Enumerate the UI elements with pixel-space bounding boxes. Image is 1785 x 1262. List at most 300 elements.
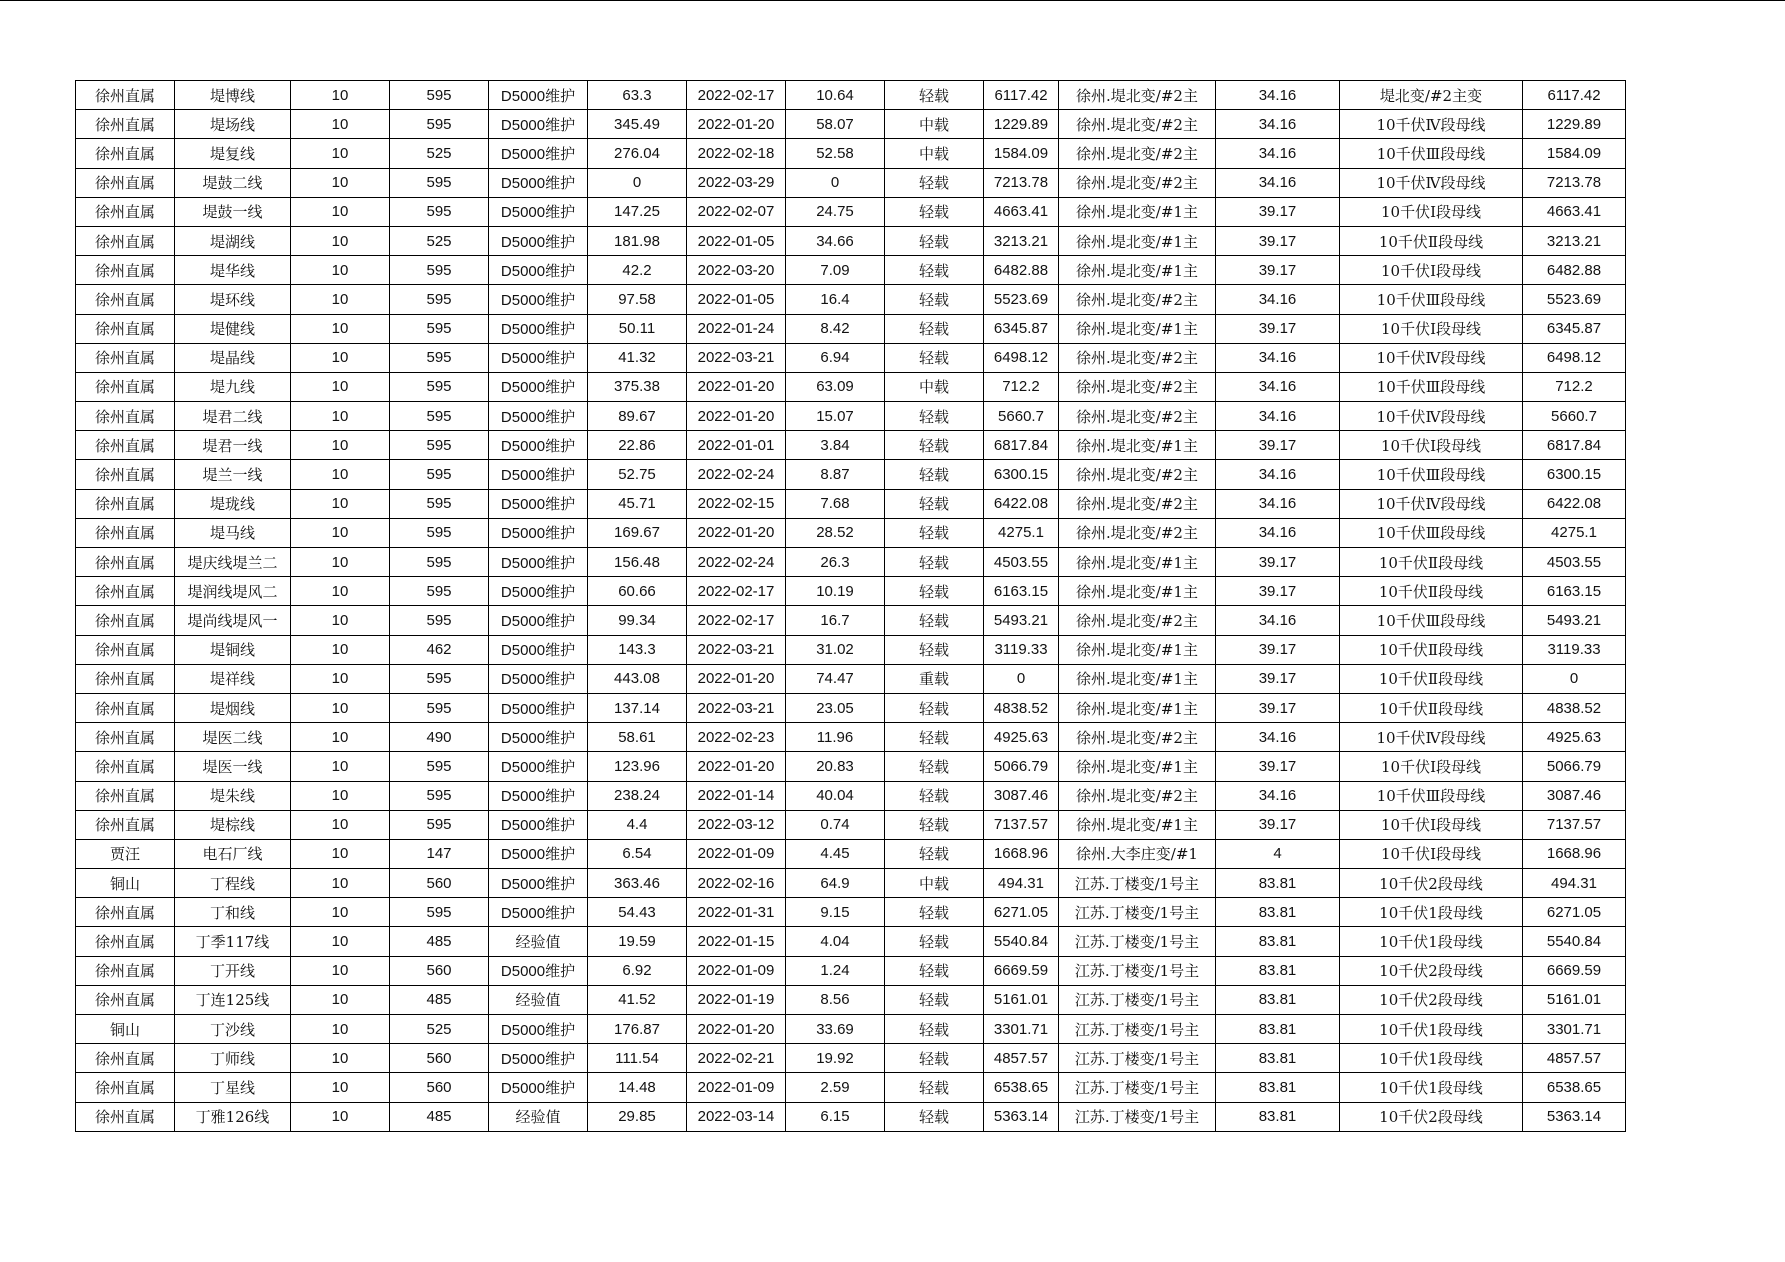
cell-line-name: 堤场线 <box>175 110 291 139</box>
cell-transformer: 徐州.堤北变/#1主 <box>1059 664 1216 693</box>
cell-busbar: 10千伏Ⅱ段母线 <box>1340 226 1523 255</box>
feeder-load-table <box>75 80 1626 1132</box>
cell-line-name: 堤医一线 <box>175 752 291 781</box>
cell-transformer-load-rate: 34.16 <box>1216 372 1340 401</box>
cell-line-name: 堤尚线堤风一 <box>175 606 291 635</box>
cell-capacity: 5540.84 <box>984 927 1059 956</box>
cell-busbar: 10千伏2段母线 <box>1340 1102 1523 1131</box>
cell-voltage: 10 <box>291 285 390 314</box>
cell-voltage: 10 <box>291 1044 390 1073</box>
cell-transformer: 江苏.丁楼变/1号主 <box>1059 869 1216 898</box>
cell-transformer: 徐州.堤北变/#2主 <box>1059 402 1216 431</box>
cell-margin: 6300.15 <box>1523 460 1626 489</box>
cell-rated-current: 525 <box>390 226 489 255</box>
cell-load-rate: 63.09 <box>786 372 885 401</box>
cell-capacity: 4925.63 <box>984 723 1059 752</box>
cell-voltage: 10 <box>291 314 390 343</box>
cell-current: 45.71 <box>588 489 687 518</box>
cell-load-status: 轻载 <box>885 810 984 839</box>
cell-line-name: 堤马线 <box>175 518 291 547</box>
cell-capacity: 4838.52 <box>984 693 1059 722</box>
cell-voltage: 10 <box>291 606 390 635</box>
cell-data-source: D5000维护 <box>489 548 588 577</box>
cell-company: 徐州直属 <box>76 693 175 722</box>
cell-rated-current: 595 <box>390 256 489 285</box>
cell-line-name: 丁师线 <box>175 1044 291 1073</box>
cell-load-rate: 9.15 <box>786 898 885 927</box>
cell-line-name: 丁和线 <box>175 898 291 927</box>
cell-rated-current: 560 <box>390 869 489 898</box>
cell-load-rate: 20.83 <box>786 752 885 781</box>
cell-company: 徐州直属 <box>76 460 175 489</box>
cell-transformer-load-rate: 34.16 <box>1216 81 1340 110</box>
cell-company: 徐州直属 <box>76 985 175 1014</box>
cell-date: 2022-01-15 <box>687 927 786 956</box>
cell-data-source: D5000维护 <box>489 606 588 635</box>
cell-transformer: 徐州.大李庄变/#1 <box>1059 839 1216 868</box>
cell-load-rate: 0 <box>786 168 885 197</box>
cell-data-source: D5000维护 <box>489 898 588 927</box>
cell-voltage: 10 <box>291 752 390 781</box>
cell-date: 2022-02-24 <box>687 460 786 489</box>
cell-busbar: 10千伏Ⅲ段母线 <box>1340 781 1523 810</box>
cell-capacity: 6422.08 <box>984 489 1059 518</box>
cell-company: 徐州直属 <box>76 1073 175 1102</box>
cell-busbar: 10千伏Ⅱ段母线 <box>1340 548 1523 577</box>
cell-capacity: 494.31 <box>984 869 1059 898</box>
cell-transformer: 江苏.丁楼变/1号主 <box>1059 898 1216 927</box>
cell-margin: 6538.65 <box>1523 1073 1626 1102</box>
cell-load-status: 轻载 <box>885 1102 984 1131</box>
cell-current: 63.3 <box>588 81 687 110</box>
cell-transformer: 江苏.丁楼变/1号主 <box>1059 927 1216 956</box>
cell-load-status: 中载 <box>885 869 984 898</box>
cell-date: 2022-03-21 <box>687 343 786 372</box>
cell-load-status: 轻载 <box>885 81 984 110</box>
cell-line-name: 堤朱线 <box>175 781 291 810</box>
table-row <box>76 548 1626 577</box>
cell-date: 2022-03-29 <box>687 168 786 197</box>
cell-line-name: 丁程线 <box>175 869 291 898</box>
cell-line-name: 堤君一线 <box>175 431 291 460</box>
cell-company: 徐州直属 <box>76 197 175 226</box>
cell-rated-current: 595 <box>390 781 489 810</box>
cell-load-rate: 34.66 <box>786 226 885 255</box>
cell-transformer: 徐州.堤北变/#1主 <box>1059 693 1216 722</box>
table-row <box>76 1102 1626 1131</box>
table-row <box>76 635 1626 664</box>
cell-transformer: 江苏.丁楼变/1号主 <box>1059 1044 1216 1073</box>
cell-busbar: 10千伏Ⅰ段母线 <box>1340 810 1523 839</box>
cell-transformer-load-rate: 39.17 <box>1216 577 1340 606</box>
cell-current: 50.11 <box>588 314 687 343</box>
cell-load-status: 轻载 <box>885 285 984 314</box>
cell-capacity: 6117.42 <box>984 81 1059 110</box>
cell-voltage: 10 <box>291 402 390 431</box>
cell-data-source: D5000维护 <box>489 839 588 868</box>
cell-data-source: D5000维护 <box>489 372 588 401</box>
cell-line-name: 堤铜线 <box>175 635 291 664</box>
cell-capacity: 6498.12 <box>984 343 1059 372</box>
cell-margin: 5363.14 <box>1523 1102 1626 1131</box>
table-row <box>76 927 1626 956</box>
cell-capacity: 5161.01 <box>984 985 1059 1014</box>
cell-company: 徐州直属 <box>76 577 175 606</box>
cell-date: 2022-01-20 <box>687 518 786 547</box>
cell-date: 2022-02-17 <box>687 606 786 635</box>
cell-date: 2022-03-20 <box>687 256 786 285</box>
cell-load-status: 轻载 <box>885 839 984 868</box>
cell-capacity: 1584.09 <box>984 139 1059 168</box>
cell-load-rate: 26.3 <box>786 548 885 577</box>
cell-load-status: 轻载 <box>885 489 984 518</box>
table-row <box>76 168 1626 197</box>
cell-line-name: 丁沙线 <box>175 1015 291 1044</box>
cell-company: 徐州直属 <box>76 314 175 343</box>
cell-capacity: 6482.88 <box>984 256 1059 285</box>
cell-date: 2022-01-20 <box>687 1015 786 1044</box>
cell-data-source: D5000维护 <box>489 810 588 839</box>
table-row <box>76 781 1626 810</box>
cell-current: 156.48 <box>588 548 687 577</box>
cell-company: 徐州直属 <box>76 1044 175 1073</box>
cell-transformer-load-rate: 34.16 <box>1216 489 1340 518</box>
cell-capacity: 6817.84 <box>984 431 1059 460</box>
cell-margin: 1668.96 <box>1523 839 1626 868</box>
cell-transformer: 徐州.堤北变/#1主 <box>1059 226 1216 255</box>
cell-line-name: 堤祥线 <box>175 664 291 693</box>
table-row <box>76 693 1626 722</box>
cell-busbar: 10千伏Ⅲ段母线 <box>1340 372 1523 401</box>
cell-capacity: 7137.57 <box>984 810 1059 839</box>
cell-current: 54.43 <box>588 898 687 927</box>
cell-busbar: 10千伏Ⅳ段母线 <box>1340 489 1523 518</box>
cell-rated-current: 595 <box>390 810 489 839</box>
cell-transformer-load-rate: 34.16 <box>1216 285 1340 314</box>
cell-busbar: 10千伏2段母线 <box>1340 956 1523 985</box>
cell-busbar: 10千伏1段母线 <box>1340 1015 1523 1044</box>
cell-busbar: 10千伏2段母线 <box>1340 985 1523 1014</box>
cell-current: 14.48 <box>588 1073 687 1102</box>
cell-data-source: D5000维护 <box>489 256 588 285</box>
cell-load-status: 轻载 <box>885 548 984 577</box>
cell-load-rate: 8.87 <box>786 460 885 489</box>
cell-transformer-load-rate: 39.17 <box>1216 431 1340 460</box>
cell-current: 42.2 <box>588 256 687 285</box>
cell-load-rate: 40.04 <box>786 781 885 810</box>
cell-margin: 6345.87 <box>1523 314 1626 343</box>
cell-transformer-load-rate: 34.16 <box>1216 343 1340 372</box>
cell-load-rate: 74.47 <box>786 664 885 693</box>
cell-voltage: 10 <box>291 664 390 693</box>
cell-load-rate: 1.24 <box>786 956 885 985</box>
cell-line-name: 堤珑线 <box>175 489 291 518</box>
cell-busbar: 10千伏Ⅰ段母线 <box>1340 839 1523 868</box>
cell-voltage: 10 <box>291 489 390 518</box>
cell-data-source: 经验值 <box>489 927 588 956</box>
cell-transformer-load-rate: 39.17 <box>1216 693 1340 722</box>
cell-data-source: 经验值 <box>489 985 588 1014</box>
table-row <box>76 431 1626 460</box>
cell-margin: 1584.09 <box>1523 139 1626 168</box>
cell-busbar: 10千伏Ⅳ段母线 <box>1340 110 1523 139</box>
cell-company: 徐州直属 <box>76 343 175 372</box>
cell-capacity: 6271.05 <box>984 898 1059 927</box>
cell-current: 41.32 <box>588 343 687 372</box>
cell-line-name: 丁开线 <box>175 956 291 985</box>
cell-current: 443.08 <box>588 664 687 693</box>
table-row <box>76 664 1626 693</box>
cell-margin: 5066.79 <box>1523 752 1626 781</box>
cell-load-status: 轻载 <box>885 956 984 985</box>
cell-transformer: 江苏.丁楼变/1号主 <box>1059 1102 1216 1131</box>
cell-margin: 6422.08 <box>1523 489 1626 518</box>
cell-transformer-load-rate: 34.16 <box>1216 518 1340 547</box>
cell-voltage: 10 <box>291 1073 390 1102</box>
cell-voltage: 10 <box>291 839 390 868</box>
cell-load-status: 轻载 <box>885 898 984 927</box>
cell-load-status: 轻载 <box>885 226 984 255</box>
cell-date: 2022-01-19 <box>687 985 786 1014</box>
cell-busbar: 10千伏Ⅳ段母线 <box>1340 723 1523 752</box>
cell-busbar: 10千伏Ⅲ段母线 <box>1340 460 1523 489</box>
cell-date: 2022-01-20 <box>687 110 786 139</box>
cell-data-source: D5000维护 <box>489 664 588 693</box>
cell-line-name: 电石厂线 <box>175 839 291 868</box>
cell-line-name: 堤湖线 <box>175 226 291 255</box>
cell-company: 徐州直属 <box>76 635 175 664</box>
cell-rated-current: 560 <box>390 1073 489 1102</box>
cell-transformer-load-rate: 34.16 <box>1216 168 1340 197</box>
cell-data-source: D5000维护 <box>489 285 588 314</box>
cell-margin: 3119.33 <box>1523 635 1626 664</box>
cell-load-status: 轻载 <box>885 985 984 1014</box>
cell-voltage: 10 <box>291 869 390 898</box>
cell-capacity: 6163.15 <box>984 577 1059 606</box>
cell-current: 6.54 <box>588 839 687 868</box>
cell-company: 铜山 <box>76 869 175 898</box>
table-row <box>76 898 1626 927</box>
cell-transformer: 徐州.堤北变/#2主 <box>1059 372 1216 401</box>
cell-busbar: 10千伏Ⅲ段母线 <box>1340 606 1523 635</box>
cell-transformer-load-rate: 34.16 <box>1216 460 1340 489</box>
table-row <box>76 1044 1626 1073</box>
cell-rated-current: 560 <box>390 956 489 985</box>
cell-load-status: 轻载 <box>885 606 984 635</box>
cell-load-status: 轻载 <box>885 577 984 606</box>
cell-transformer-load-rate: 83.81 <box>1216 1073 1340 1102</box>
cell-current: 375.38 <box>588 372 687 401</box>
cell-company: 徐州直属 <box>76 898 175 927</box>
cell-load-status: 轻载 <box>885 431 984 460</box>
cell-data-source: D5000维护 <box>489 197 588 226</box>
cell-company: 徐州直属 <box>76 1102 175 1131</box>
table-row <box>76 110 1626 139</box>
cell-transformer-load-rate: 83.81 <box>1216 1102 1340 1131</box>
cell-load-status: 轻载 <box>885 635 984 664</box>
cell-current: 99.34 <box>588 606 687 635</box>
cell-load-rate: 19.92 <box>786 1044 885 1073</box>
cell-voltage: 10 <box>291 343 390 372</box>
cell-load-rate: 8.42 <box>786 314 885 343</box>
cell-voltage: 10 <box>291 460 390 489</box>
cell-date: 2022-01-09 <box>687 839 786 868</box>
table-row <box>76 226 1626 255</box>
cell-transformer-load-rate: 39.17 <box>1216 664 1340 693</box>
cell-voltage: 10 <box>291 197 390 226</box>
cell-transformer-load-rate: 83.81 <box>1216 898 1340 927</box>
cell-busbar: 10千伏Ⅲ段母线 <box>1340 139 1523 168</box>
cell-data-source: D5000维护 <box>489 168 588 197</box>
cell-voltage: 10 <box>291 577 390 606</box>
cell-load-rate: 28.52 <box>786 518 885 547</box>
cell-current: 6.92 <box>588 956 687 985</box>
cell-load-rate: 6.15 <box>786 1102 885 1131</box>
cell-line-name: 堤鼓一线 <box>175 197 291 226</box>
cell-load-rate: 4.45 <box>786 839 885 868</box>
cell-current: 60.66 <box>588 577 687 606</box>
cell-capacity: 4275.1 <box>984 518 1059 547</box>
cell-load-rate: 10.19 <box>786 577 885 606</box>
cell-margin: 5161.01 <box>1523 985 1626 1014</box>
table-row <box>76 139 1626 168</box>
cell-load-rate: 31.02 <box>786 635 885 664</box>
cell-margin: 6498.12 <box>1523 343 1626 372</box>
table-body <box>76 81 1626 1132</box>
cell-transformer-load-rate: 83.81 <box>1216 869 1340 898</box>
table-row <box>76 402 1626 431</box>
cell-busbar: 10千伏1段母线 <box>1340 1073 1523 1102</box>
cell-transformer: 徐州.堤北变/#2主 <box>1059 285 1216 314</box>
table-row <box>76 256 1626 285</box>
cell-voltage: 10 <box>291 139 390 168</box>
table-row <box>76 460 1626 489</box>
cell-voltage: 10 <box>291 110 390 139</box>
cell-data-source: D5000维护 <box>489 1015 588 1044</box>
cell-load-status: 轻载 <box>885 1044 984 1073</box>
cell-date: 2022-03-21 <box>687 635 786 664</box>
cell-rated-current: 525 <box>390 1015 489 1044</box>
cell-company: 徐州直属 <box>76 256 175 285</box>
cell-load-rate: 11.96 <box>786 723 885 752</box>
cell-data-source: 经验值 <box>489 1102 588 1131</box>
cell-company: 徐州直属 <box>76 489 175 518</box>
cell-voltage: 10 <box>291 431 390 460</box>
table-row <box>76 956 1626 985</box>
cell-data-source: D5000维护 <box>489 139 588 168</box>
cell-load-status: 重载 <box>885 664 984 693</box>
cell-line-name: 堤博线 <box>175 81 291 110</box>
cell-line-name: 堤医二线 <box>175 723 291 752</box>
cell-rated-current: 595 <box>390 518 489 547</box>
cell-margin: 494.31 <box>1523 869 1626 898</box>
cell-transformer-load-rate: 4 <box>1216 839 1340 868</box>
cell-voltage: 10 <box>291 781 390 810</box>
cell-company: 徐州直属 <box>76 723 175 752</box>
cell-margin: 4838.52 <box>1523 693 1626 722</box>
cell-company: 徐州直属 <box>76 372 175 401</box>
table-row <box>76 810 1626 839</box>
cell-load-status: 轻载 <box>885 781 984 810</box>
table-row <box>76 285 1626 314</box>
cell-load-status: 轻载 <box>885 927 984 956</box>
cell-transformer: 徐州.堤北变/#1主 <box>1059 256 1216 285</box>
cell-transformer: 徐州.堤北变/#2主 <box>1059 343 1216 372</box>
cell-margin: 6271.05 <box>1523 898 1626 927</box>
cell-voltage: 10 <box>291 927 390 956</box>
table-row <box>76 869 1626 898</box>
cell-capacity: 6300.15 <box>984 460 1059 489</box>
cell-date: 2022-01-31 <box>687 898 786 927</box>
cell-transformer-load-rate: 34.16 <box>1216 139 1340 168</box>
cell-transformer: 徐州.堤北变/#1主 <box>1059 197 1216 226</box>
cell-current: 4.4 <box>588 810 687 839</box>
cell-load-rate: 6.94 <box>786 343 885 372</box>
cell-current: 143.3 <box>588 635 687 664</box>
cell-load-rate: 52.58 <box>786 139 885 168</box>
cell-capacity: 3119.33 <box>984 635 1059 664</box>
cell-transformer-load-rate: 83.81 <box>1216 1015 1340 1044</box>
cell-busbar: 10千伏Ⅰ段母线 <box>1340 314 1523 343</box>
cell-transformer-load-rate: 39.17 <box>1216 226 1340 255</box>
cell-load-rate: 64.9 <box>786 869 885 898</box>
cell-date: 2022-02-24 <box>687 548 786 577</box>
cell-data-source: D5000维护 <box>489 752 588 781</box>
cell-rated-current: 147 <box>390 839 489 868</box>
cell-voltage: 10 <box>291 548 390 577</box>
cell-company: 徐州直属 <box>76 956 175 985</box>
cell-rated-current: 595 <box>390 548 489 577</box>
cell-transformer: 徐州.堤北变/#2主 <box>1059 518 1216 547</box>
cell-load-status: 轻载 <box>885 693 984 722</box>
cell-load-rate: 4.04 <box>786 927 885 956</box>
cell-current: 176.87 <box>588 1015 687 1044</box>
cell-margin: 3301.71 <box>1523 1015 1626 1044</box>
cell-rated-current: 485 <box>390 1102 489 1131</box>
cell-load-rate: 2.59 <box>786 1073 885 1102</box>
cell-data-source: D5000维护 <box>489 489 588 518</box>
cell-date: 2022-02-16 <box>687 869 786 898</box>
cell-company: 徐州直属 <box>76 168 175 197</box>
cell-margin: 4925.63 <box>1523 723 1626 752</box>
cell-company: 徐州直属 <box>76 664 175 693</box>
cell-rated-current: 595 <box>390 197 489 226</box>
cell-margin: 4275.1 <box>1523 518 1626 547</box>
cell-data-source: D5000维护 <box>489 693 588 722</box>
cell-capacity: 4857.57 <box>984 1044 1059 1073</box>
cell-company: 徐州直属 <box>76 402 175 431</box>
cell-line-name: 丁季117线 <box>175 927 291 956</box>
cell-data-source: D5000维护 <box>489 402 588 431</box>
cell-transformer-load-rate: 83.81 <box>1216 927 1340 956</box>
cell-rated-current: 595 <box>390 314 489 343</box>
cell-data-source: D5000维护 <box>489 723 588 752</box>
cell-date: 2022-01-09 <box>687 956 786 985</box>
cell-capacity: 4503.55 <box>984 548 1059 577</box>
cell-transformer: 徐州.堤北变/#2主 <box>1059 110 1216 139</box>
cell-transformer: 徐州.堤北变/#2主 <box>1059 460 1216 489</box>
cell-current: 147.25 <box>588 197 687 226</box>
cell-capacity: 3213.21 <box>984 226 1059 255</box>
cell-margin: 712.2 <box>1523 372 1626 401</box>
cell-current: 123.96 <box>588 752 687 781</box>
cell-busbar: 10千伏Ⅰ段母线 <box>1340 256 1523 285</box>
cell-margin: 6482.88 <box>1523 256 1626 285</box>
cell-transformer-load-rate: 34.16 <box>1216 402 1340 431</box>
cell-transformer-load-rate: 34.16 <box>1216 606 1340 635</box>
cell-data-source: D5000维护 <box>489 1073 588 1102</box>
cell-company: 徐州直属 <box>76 810 175 839</box>
